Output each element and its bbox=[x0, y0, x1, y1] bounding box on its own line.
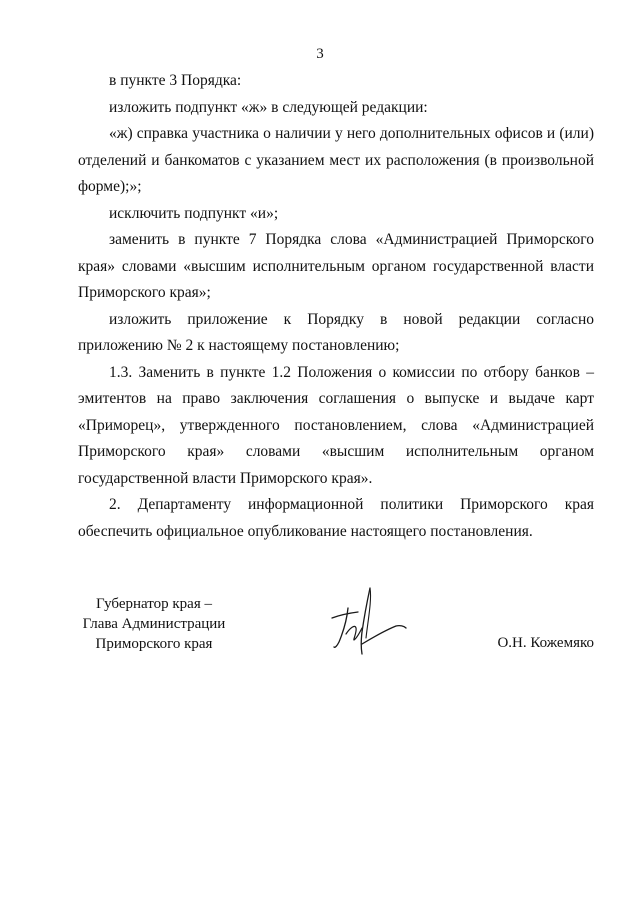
handwritten-signature bbox=[326, 582, 410, 662]
paragraph-3: «ж) справка участника о наличии у него дополнительных офисов и (или) отделений и банкоматов с указанием мест их расположения (в произвольной форме);»; bbox=[78, 125, 594, 195]
paragraph-4: исключить подпункт «и»; bbox=[109, 204, 279, 222]
paragraph-7: 1.3. Заменить в пункте 1.2 Положения о комиссии по отбору банков – эмитентов на право заключения соглашения о выпуске и выдаче карт «Приморец», утвержденного постановлением, слова «Администрацией Приморского края» словами «высшим исполнительным органом государственной власти Приморского края». bbox=[78, 363, 594, 487]
page-number: 3 bbox=[316, 46, 324, 62]
signatory-position-line-3: Приморского края bbox=[95, 636, 213, 652]
signatory-name: О.Н. Кожемяко bbox=[497, 635, 594, 651]
signatory-position-line-2: Глава Администрации bbox=[82, 616, 226, 632]
document-body bbox=[78, 68, 594, 545]
signatory-position bbox=[74, 594, 234, 654]
paragraph-5: заменить в пункте 7 Порядка слова «Администрацией Приморского края» словами «высшим исполнительным органом государственной власти Приморского края»; bbox=[78, 231, 594, 301]
paragraph-8: 2. Департаменту информационной политики Приморского края обеспечить официальное опубликование настоящего постановления. bbox=[78, 496, 594, 540]
paragraph-1: в пункте 3 Порядка: bbox=[109, 72, 242, 89]
signatory-position-line-1: Губернатор края – bbox=[96, 596, 212, 612]
paragraph-6: изложить приложение к Порядку в новой редакции согласно приложению № 2 к настоящему постановлению; bbox=[78, 310, 594, 354]
paragraph-2: изложить подпункт «ж» в следующей редакции: bbox=[109, 98, 428, 116]
